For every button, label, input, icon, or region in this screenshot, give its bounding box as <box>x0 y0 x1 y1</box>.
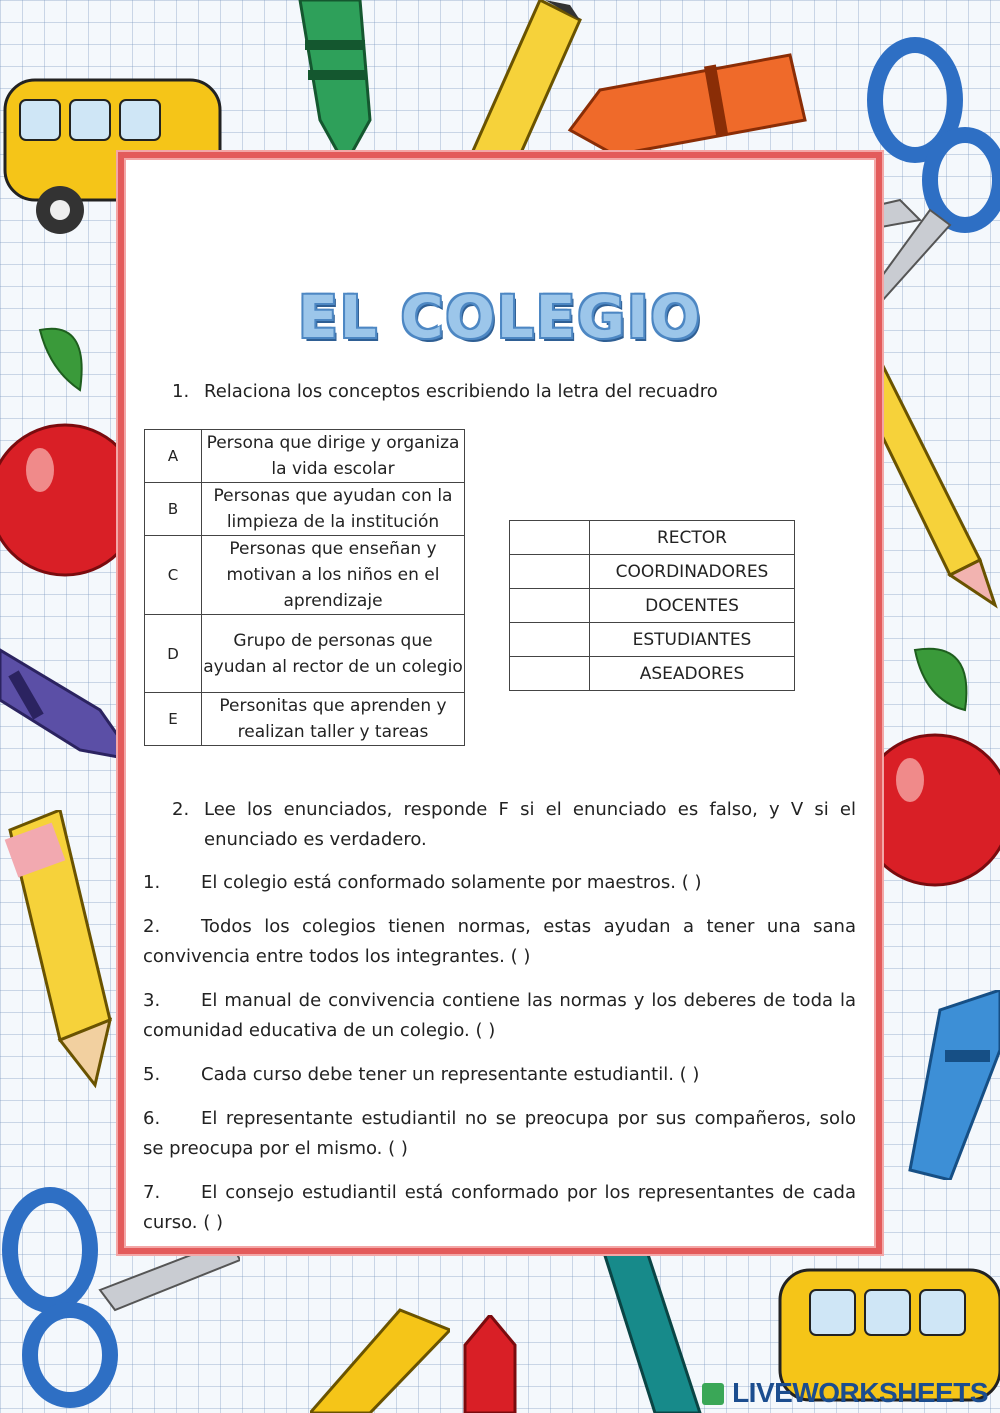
table-row <box>510 657 795 691</box>
yellow-pencil-left-illustration <box>0 810 120 1090</box>
q2-number: 2. <box>172 799 190 820</box>
concept-word: ESTUDIANTES <box>590 623 795 657</box>
definition-text: Personitas que aprenden y realizan taller y tareas <box>202 693 465 746</box>
liveworksheets-logo-icon <box>702 1383 724 1405</box>
definition-letter: D <box>145 615 202 693</box>
statement-item <box>143 868 856 898</box>
answer-blank[interactable] <box>510 521 590 555</box>
definition-text: Personas que ayudan con la limpieza de la institución <box>202 483 465 536</box>
page-title: EL COLEGIO <box>298 283 702 351</box>
teal-crayon-bottom-illustration <box>600 1230 710 1413</box>
watermark: LIVEWORKSHEETS <box>732 1377 988 1408</box>
q1-number: 1. <box>172 381 190 402</box>
q1-instruction: Relaciona los conceptos escribiendo la letra del recuadro <box>204 381 718 402</box>
definition-letter: B <box>145 483 202 536</box>
table-row <box>510 589 795 623</box>
concept-word: ASEADORES <box>590 657 795 691</box>
statement-text: El consejo estudiantil está conformado por los representantes de cada curso. ( ) <box>143 1182 856 1233</box>
table-row <box>510 623 795 657</box>
concept-word: DOCENTES <box>590 589 795 623</box>
table-row <box>145 536 465 615</box>
statement-text: Cada curso debe tener un representante estudiantil. ( ) <box>201 1064 700 1085</box>
statement-number: 6. <box>143 1108 161 1129</box>
table-row <box>510 521 795 555</box>
yellow-crayon-bottom-illustration <box>310 1290 450 1413</box>
statement-number: 1. <box>143 872 161 893</box>
statement-item <box>143 1178 856 1238</box>
red-crayon-bottom-illustration <box>455 1315 525 1413</box>
statement-text: El manual de convivencia contiene las normas y los deberes de toda la comunidad educativa de un colegio. ( ) <box>143 990 856 1041</box>
concept-word: COORDINADORES <box>590 555 795 589</box>
statement-text: El colegio está conformado solamente por maestros. ( ) <box>201 872 702 893</box>
definition-letter: A <box>145 430 202 483</box>
statement-number: 3. <box>143 990 161 1011</box>
statement-item <box>143 986 856 1046</box>
definition-text: Grupo de personas que ayudan al rector de un colegio <box>202 615 465 693</box>
definitions-table <box>144 429 465 746</box>
statement-item <box>143 1104 856 1164</box>
statement-number: 2. <box>143 916 161 937</box>
answer-blank[interactable] <box>510 589 590 623</box>
green-crayon-illustration <box>290 0 380 170</box>
answer-blank[interactable] <box>510 555 590 589</box>
blue-crayon-right-illustration <box>890 990 1000 1180</box>
answer-blank[interactable] <box>510 623 590 657</box>
concept-word: RECTOR <box>590 521 795 555</box>
statement-text: El representante estudiantil no se preocupa por sus compañeros, solo se preocupa por el mismo. ( ) <box>143 1108 856 1159</box>
statement-number: 7. <box>143 1182 161 1203</box>
definition-letter: E <box>145 693 202 746</box>
concepts-table <box>509 520 795 691</box>
definition-text: Persona que dirige y organiza la vida escolar <box>202 430 465 483</box>
statement-item <box>143 912 856 972</box>
table-row <box>145 693 465 746</box>
statement-item <box>143 1060 856 1090</box>
answer-blank[interactable] <box>510 657 590 691</box>
table-row <box>145 430 465 483</box>
table-row <box>145 483 465 536</box>
statement-number: 5. <box>143 1064 161 1085</box>
definition-letter: C <box>145 536 202 615</box>
table-row <box>510 555 795 589</box>
statement-text: Todos los colegios tienen normas, estas ayudan a tener una sana convivencia entre todos los integrantes. ( ) <box>143 916 856 967</box>
table-row <box>145 615 465 693</box>
q2-instruction: Lee los enunciados, responde F si el enunciado es falso, y V si el enunciado es verdadero. <box>204 799 856 850</box>
definition-text: Personas que enseñan y motivan a los niños en el aprendizaje <box>202 536 465 615</box>
